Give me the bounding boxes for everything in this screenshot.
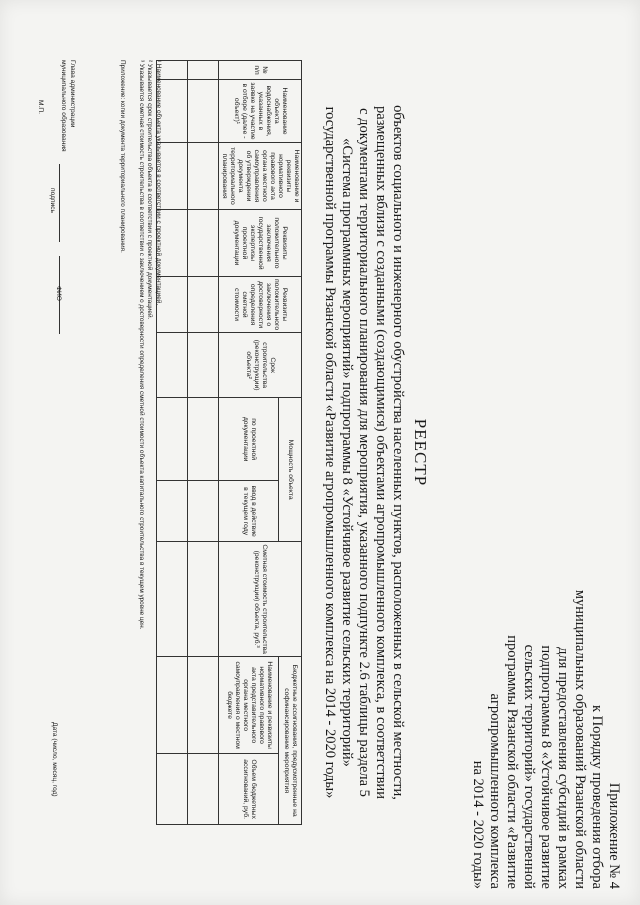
stamp-label: М.П. [37, 100, 44, 114]
head-title-line2: муниципального образования [60, 60, 67, 152]
header-construction-term: Срок строительства (реконструкции) объекта² [219, 333, 302, 398]
table-cell [188, 398, 219, 481]
header-num: № п/п [219, 61, 302, 80]
table-cell [188, 143, 219, 210]
table-cell [188, 542, 219, 657]
appendix-line: для предоставления субсидий в рамках [555, 647, 571, 889]
table-cell [188, 277, 219, 333]
register-title: РЕЕСТР [411, 418, 430, 487]
header-expertise: Реквизиты положительного заключения государственной экспертизы проектной документации [219, 210, 302, 277]
header-planning-act: Наименование и реквизиты нормативного правового акта органа местного самоуправления об утверждении документа территориального планирования [219, 143, 302, 210]
head-title-line1: Глава администрации [69, 60, 76, 128]
table-cell [188, 333, 219, 398]
subtitle-line: с документами территориального планирования для мероприятия, указанного подпункте 2.6 таблицы раздела 5 [356, 108, 372, 797]
header-capacity-year: ввод в действие в текущем году [219, 481, 279, 542]
header-estimated-cost: Сметная стоимость строительства (реконструкции) объекта, руб.³ [219, 542, 302, 657]
appendix-line: программы Рязанской области «Развитие [504, 635, 520, 889]
header-budget: Бюджетные ассигнования, предусмотренные на софинансирование мероприятия [279, 657, 302, 825]
fio-label: ФИО [55, 286, 62, 301]
footnote: ¹ Наименование объекта указывается в соответствии с проектной документацией. [155, 60, 162, 306]
signature-label: подпись [49, 188, 56, 213]
table-row [188, 61, 219, 825]
subtitle-line: объектов социального и инженерного обустройства населенных пунктов, расположенных в сельской местности, [390, 105, 406, 800]
subtitle-line: государственной программы Рязанской области «Развитие агропромышленного комплекса на 2014 - 2020 годы» [322, 106, 338, 799]
appendix-line: Приложение № 4 [606, 782, 622, 889]
footnotes [118, 60, 162, 860]
table-cell [188, 657, 219, 754]
header-capacity: Мощность объекта [279, 398, 302, 542]
table-cell [188, 481, 219, 542]
header-object-name: Наименование объекта водоснабжения, указанных в заявке на участие в отборе (далее - объект)¹ [219, 80, 302, 143]
signature-underline [59, 164, 66, 242]
appendix-header [469, 549, 622, 889]
table-cell [188, 754, 219, 825]
date-label: Дата (число, месяц, год) [51, 722, 58, 797]
appendix-line: муниципальных образований Рязанской области [572, 589, 588, 889]
register-table [156, 60, 302, 825]
register-subtitle [321, 20, 406, 885]
footnote: ² Указывается срок строительства объекта в соответствии с проектной документацией. [146, 60, 154, 320]
table-cell [188, 210, 219, 277]
table-cell [188, 61, 219, 80]
subtitle-line: «Система программных мероприятий» подпрограммы 8 «Устойчивое развитие сельских территорий» [339, 138, 355, 767]
header-budget-sum: Объем бюджетных ассигнований, руб. [219, 754, 279, 825]
header-reliability: Реквизиты положительного заключения о достоверности определения сметной стоимости [219, 277, 302, 333]
attachment-note: Приложение: копии документа территориального планирования. [119, 60, 127, 253]
appendix-line: сельских территорий» государственной [521, 644, 537, 889]
subtitle-line: размещенных вблизи с созданными (создающимися) объектами агропромышленного комплекса, в соответствии [373, 106, 389, 799]
appendix-line: на 2014 - 2020 годы» [470, 760, 486, 889]
appendix-line: агропромышленного комплекса [487, 693, 503, 889]
header-capacity-project: по проектной документации [219, 398, 279, 481]
footnote: ³ Указывается сметная стоимость строительства в соответствии с заключением о достоверности определения сметной стоимости объекта капитального строительства в текущем уровне цен. [138, 60, 145, 630]
appendix-line: к Порядку проведения отбора [589, 704, 605, 889]
appendix-line: подпрограммы 8 «Устойчивое развитие [538, 645, 554, 889]
table-cell [188, 80, 219, 143]
header-budget-act: Наименование и реквизиты нормативного правового акта представительного органа местного самоуправления о местном бюджете [219, 657, 279, 754]
